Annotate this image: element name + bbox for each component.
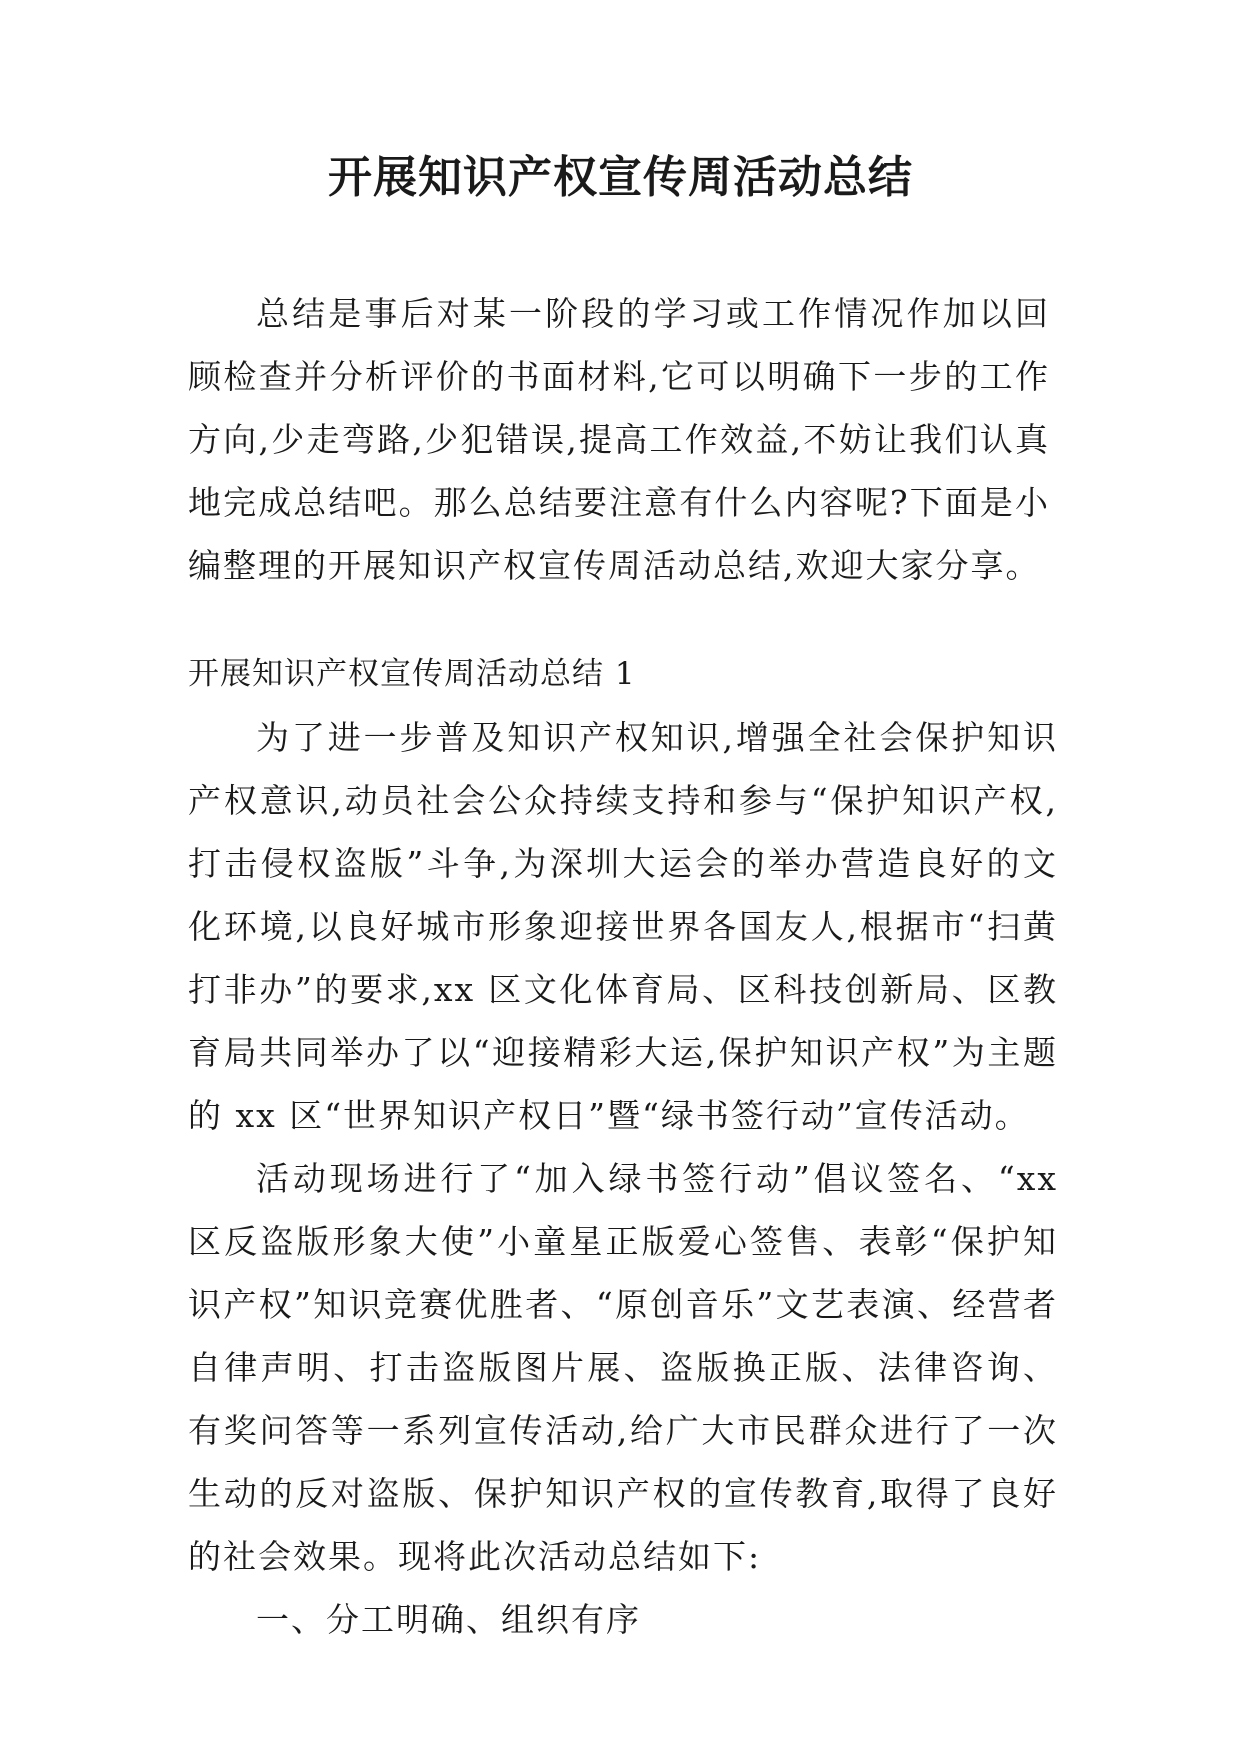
document-body: [188, 282, 1058, 1651]
body-paragraph: 活动现场进行了“加入绿书签行动”倡议签名、“xx 区反盗版形象大使”小童星正版爱心签售、表彰“保护知识产权”知识竞赛优胜者、“原创音乐”文艺表演、经营者自律声明、打击盗版图片展、盗版换正版、法律咨询、有奖问答等一系列宣传活动,给广大市民群众进行了一次生动的反对盗版、保护知识产权的宣传教育,取得了良好的社会效果。现将此次活动总结如下:: [188, 1159, 1058, 1576]
list-heading: 一、分工明确、组织有序: [256, 1600, 641, 1639]
body-paragraph: 为了进一步普及知识产权知识,增强全社会保护知识产权意识,动员社会公众持续支持和参与“保护知识产权,打击侵权盗版”斗争,为深圳大运会的举办营造良好的文化环境,以良好城市形象迎接世界各国友人,根据市“扫黄打非办”的要求,xx 区文化体育局、区科技创新局、区教育局共同举办了以“迎接精彩大运,保护知识产权”为主题的 xx 区“世界知识产权日”暨“绿书签行动”宣传活动。: [188, 718, 1058, 1135]
intro-paragraph: 总结是事后对某一阶段的学习或工作情况作加以回顾检查并分析评价的书面材料,它可以明确下一步的工作方向,少走弯路,少犯错误,提高工作效益,不妨让我们认真地完成总结吧。那么总结要注意有什么内容呢?下面是小编整理的开展知识产权宣传周活动总结,欢迎大家分享。: [188, 294, 1050, 585]
section-title: 开展知识产权宣传周活动总结 1: [188, 656, 636, 692]
document-title: 开展知识产权宣传周活动总结: [328, 152, 913, 203]
